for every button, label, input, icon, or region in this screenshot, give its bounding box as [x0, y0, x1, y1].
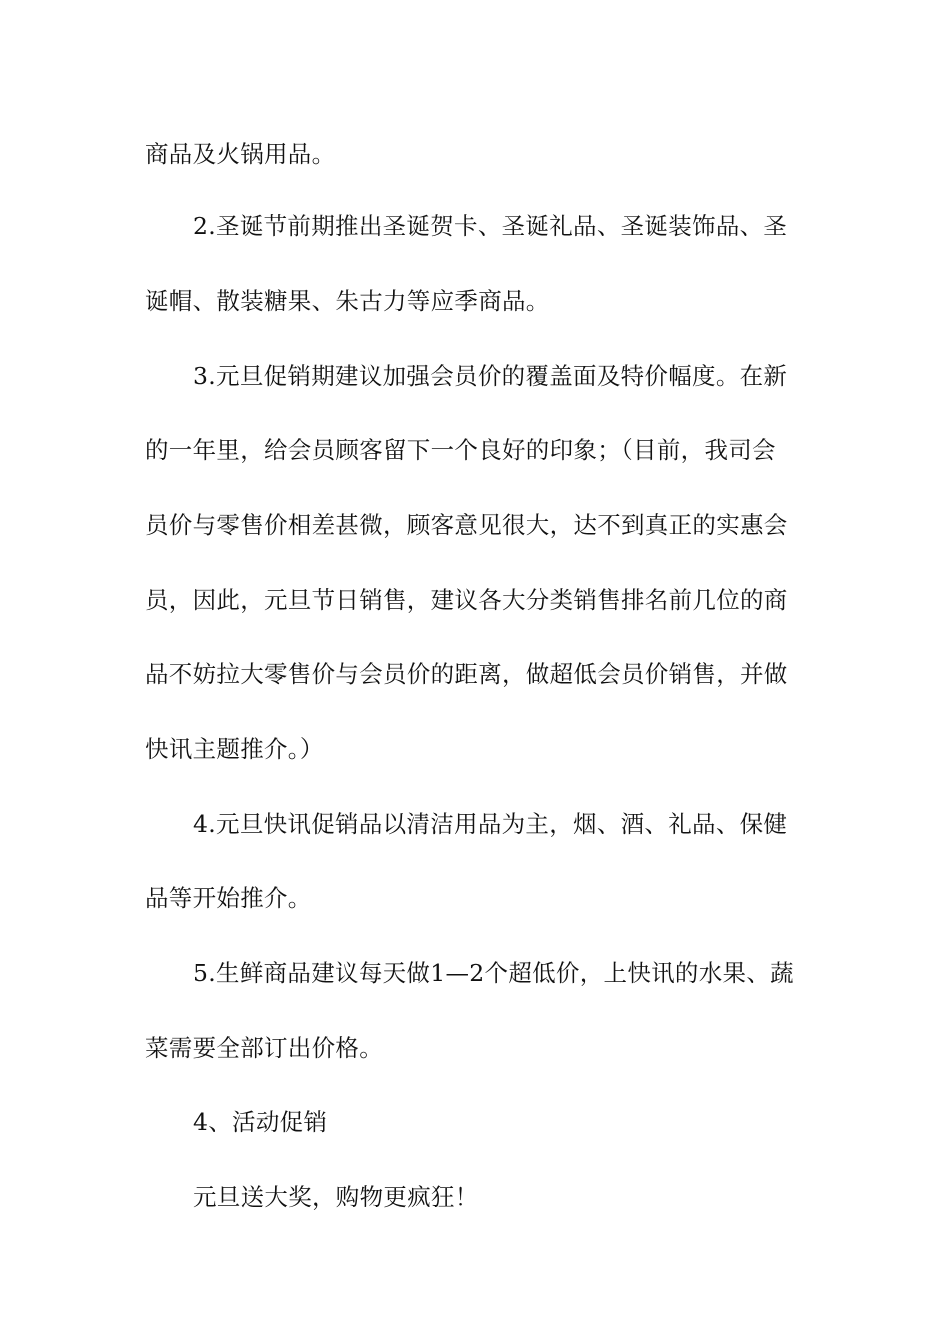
- text-line: 商品及火锅用品。: [145, 140, 336, 168]
- text-line: 诞帽、散装糖果、朱古力等应季商品。: [145, 287, 550, 315]
- text-line: 4.元旦快讯促销品以清洁用品为主，烟、酒、礼品、保健: [193, 810, 788, 838]
- text-line: 5.生鲜商品建议每天做1—2个超低价，上快讯的水果、蔬: [193, 959, 794, 987]
- text-line: 的一年里，给会员顾客留下一个良好的印象；（目前，我司会: [145, 436, 776, 464]
- text-line: 菜需要全部订出价格。: [145, 1034, 383, 1062]
- text-line: 员价与零售价相差甚微，顾客意见很大，达不到真正的实惠会: [145, 511, 788, 539]
- text-line: 品等开始推介。: [145, 884, 312, 912]
- section-heading: 4、活动促销: [193, 1108, 328, 1136]
- text-line: 元旦送大奖，购物更疯狂！: [193, 1183, 479, 1211]
- text-line: 快讯主题推介。）: [145, 735, 324, 763]
- text-line: 2.圣诞节前期推出圣诞贺卡、圣诞礼品、圣诞装饰品、圣: [193, 212, 788, 240]
- text-line: 3.元旦促销期建议加强会员价的覆盖面及特价幅度。在新: [193, 362, 788, 390]
- text-line: 品不妨拉大零售价与会员价的距离，做超低会员价销售，并做: [145, 660, 788, 688]
- text-line: 员，因此，元旦节日销售，建议各大分类销售排名前几位的商: [145, 586, 788, 614]
